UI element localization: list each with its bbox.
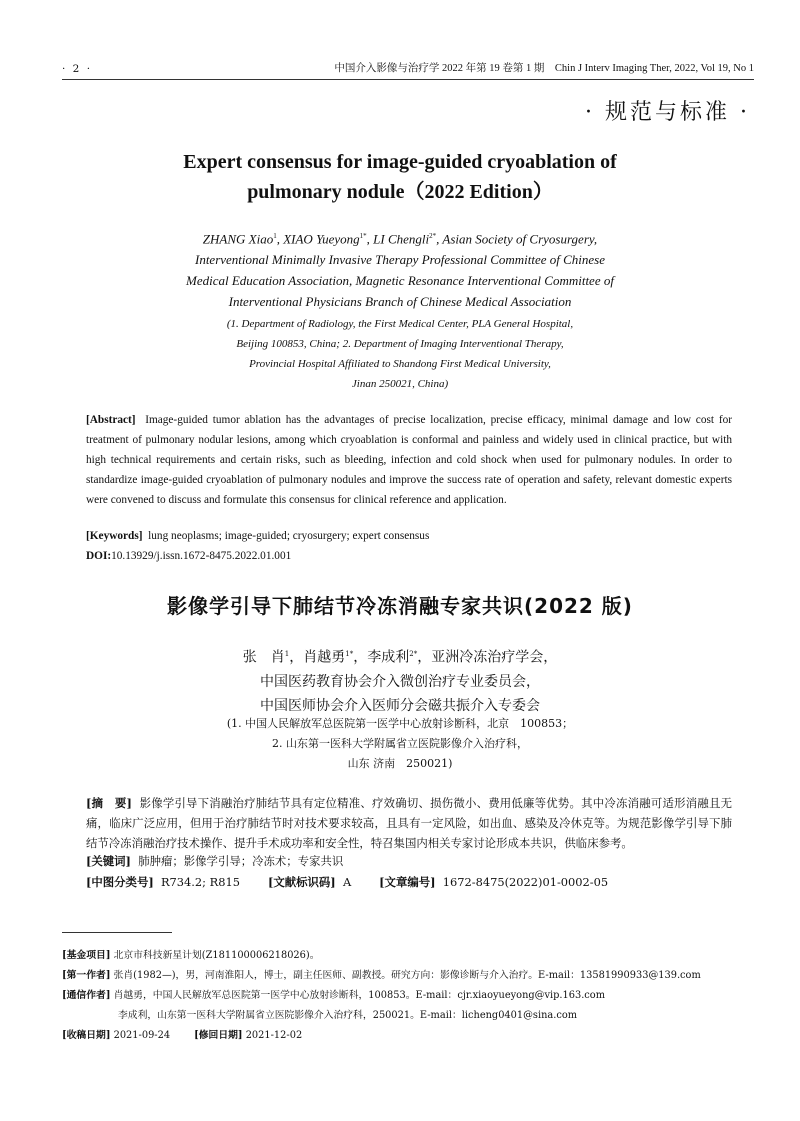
received-value: 2021-09-24 bbox=[113, 1030, 171, 1041]
footnotes bbox=[62, 946, 752, 1046]
article-number bbox=[379, 874, 608, 890]
footnote-first-author bbox=[62, 966, 752, 986]
english-title-line-2: pulmonary nodule（2022 Edition） bbox=[247, 181, 553, 203]
column-tag: · 规范与标准 · bbox=[585, 100, 750, 125]
corresponding-label: [通信作者] bbox=[62, 990, 111, 1001]
fund-text: 北京市科技新星计划(Z181100006218026)。 bbox=[113, 950, 320, 961]
english-affiliations bbox=[0, 314, 800, 394]
doi bbox=[86, 550, 291, 562]
english-affil-line-2: Beijing 100853, China; 2. Department of Imaging Interventional Therapy, bbox=[236, 338, 564, 350]
english-title bbox=[0, 147, 800, 207]
english-authors-line-4: Interventional Physicians Branch of Chinese Medical Association bbox=[228, 294, 572, 310]
keywords-text: lung neoplasms; image-guided; cryosurgery; expert consensus bbox=[148, 530, 430, 542]
english-authors-line-2: Interventional Minimally Invasive Therapy Professional Committee of Chinese bbox=[194, 252, 606, 268]
running-header bbox=[62, 57, 754, 80]
english-authors-line-3: Medical Education Association, Magnetic Resonance Interventional Committee of bbox=[186, 273, 614, 289]
author-society-cn: ，亚洲冷冻治疗学会， bbox=[417, 649, 558, 666]
abstract-label: [Abstract] bbox=[86, 414, 136, 426]
chinese-abstract bbox=[86, 793, 732, 853]
affil-marker: 1* bbox=[359, 232, 367, 240]
footnote-dates bbox=[62, 1026, 752, 1046]
revised-label: [修回日期] bbox=[194, 1030, 243, 1041]
author-society: , Asian Society of Cryosurgery, bbox=[436, 231, 598, 247]
received-date bbox=[62, 1026, 170, 1046]
fund-label: [基金项目] bbox=[62, 950, 111, 961]
document-id-value: A bbox=[342, 875, 352, 889]
author-xiao-cn: ，肖越勇 bbox=[289, 649, 346, 666]
class-code bbox=[86, 874, 240, 890]
doi-label: DOI: bbox=[86, 550, 112, 562]
chinese-affil-line-3: 山东 济南 250021) bbox=[347, 757, 453, 770]
cn-abstract-text: 影像学引导下消融治疗肺结节具有定位精准、疗效确切、损伤微小、费用低廉等优势。其中冷冻消融可适形消融且无痛，临床广泛应用，但用于治疗肺结节时对技术要求较高，且具有一定风险，如出血、感染及冷休克等。为规范影像学引导下肺结节冷冻消融治疗技术操作、提升手术成功率和安全性，特召集国内相关专家讨论形成本共识，供临床参考。 bbox=[86, 796, 732, 850]
english-abstract bbox=[86, 410, 732, 510]
english-affil-line-4: Jinan 250021, China) bbox=[351, 378, 449, 390]
affil-marker: 1 bbox=[284, 650, 290, 658]
article-number-label: [文章编号] bbox=[379, 875, 436, 889]
chinese-authors-line-2: 中国医药教育协会介入微创治疗专业委员会， bbox=[260, 673, 540, 690]
author-xiao: , XIAO Yueyong bbox=[276, 231, 360, 247]
chinese-authors-line-3: 中国医师协会介入医师分会磁共振介入专委会 bbox=[260, 697, 540, 714]
affil-marker: 1 bbox=[273, 232, 277, 240]
first-author-label: [第一作者] bbox=[62, 970, 111, 981]
page-number: · 2 · bbox=[62, 63, 93, 75]
affil-marker: 2* bbox=[409, 650, 418, 658]
class-code-value: R734.2; R815 bbox=[160, 875, 240, 889]
author-li: , LI Chengli bbox=[366, 231, 430, 247]
english-keywords bbox=[86, 530, 429, 542]
footnote-corresponding bbox=[62, 986, 752, 1006]
author-zhang: ZHANG Xiao bbox=[202, 231, 274, 247]
chinese-authors bbox=[0, 642, 800, 718]
received-label: [收稿日期] bbox=[62, 1030, 111, 1041]
affil-marker: 2* bbox=[429, 232, 437, 240]
document-id-label: [文献标识码] bbox=[267, 875, 336, 889]
document-id bbox=[268, 874, 351, 890]
article-number-value: 1672-8475(2022)01-0002-05 bbox=[442, 875, 609, 889]
chinese-affil-line-2: 2. 山东第一医科大学附属省立医院影像介入治疗科， bbox=[272, 737, 528, 750]
revised-value: 2021-12-02 bbox=[245, 1030, 303, 1041]
affil-marker: 1* bbox=[345, 650, 354, 658]
class-code-label: [中图分类号] bbox=[86, 875, 154, 889]
english-authors bbox=[0, 226, 800, 312]
author-zhang-cn: 张 肖 bbox=[242, 649, 285, 666]
cn-keywords-label: [关键词] bbox=[86, 854, 131, 868]
cn-abstract-label: [摘 要] bbox=[86, 796, 132, 810]
chinese-affil-line-1: (1. 中国人民解放军总医院第一医学中心放射诊断科，北京 100853； bbox=[226, 717, 574, 730]
english-affil-line-1: (1. Department of Radiology, the First Medical Center, PLA General Hospital, bbox=[226, 318, 574, 330]
chinese-keywords bbox=[86, 853, 343, 869]
footnote-divider bbox=[62, 932, 172, 933]
classification-row bbox=[86, 874, 608, 890]
abstract-text: Image-guided tumor ablation has the advantages of precise localization, precise efficacy, minimal damage and low cost for treatment of pulmonary nodular lesions, among which cryoablation is conformal and painless and widely used in clinical practice, but with high technical requirements and certain risks, such as bleeding, infection and cold shock when used for pulmonary nodules. In order to standardize image-guided cryoablation of pulmonary nodules and improve the success rate of operation and safety, relevant domestic experts were convened to discuss and formulate this consensus for clinical reference and application. bbox=[86, 414, 732, 506]
cn-keywords-text: 肺肿瘤；影像学引导；冷冻术；专家共识 bbox=[138, 854, 344, 868]
english-affil-line-3: Provincial Hospital Affiliated to Shandong First Medical University, bbox=[249, 358, 551, 370]
footnote-corresponding-2 bbox=[62, 1006, 752, 1026]
english-title-line-1: Expert consensus for image-guided cryoablation of bbox=[183, 151, 617, 173]
journal-citation: 中国介入影像与治疗学 2022 年第 19 卷第 1 期 Chin J Interv Imaging Ther, 2022, Vol 19, No 1 bbox=[334, 63, 754, 74]
keywords-label: [Keywords] bbox=[86, 530, 143, 542]
chinese-authors-line-1 bbox=[0, 642, 800, 670]
corresponding-text-2: 李成利，山东第一医科大学附属省立医院影像介入治疗科，250021。E-mail：licheng0401@sina.com bbox=[118, 1010, 578, 1021]
author-li-cn: ，李成利 bbox=[353, 649, 410, 666]
first-author-text: 张肖(1982—)，男，河南淮阳人，博士，副主任医师、副教授。研究方向：影像诊断与介入治疗。E-mail：13581990933@139.com bbox=[113, 970, 701, 981]
english-authors-line-1 bbox=[0, 226, 800, 249]
chinese-title: 影像学引导下肺结节冷冻消融专家共识(2022 版) bbox=[167, 594, 633, 618]
footnote-fund bbox=[62, 946, 752, 966]
chinese-affiliations bbox=[0, 714, 800, 774]
doi-value: 10.13929/j.issn.1672-8475.2022.01.001 bbox=[111, 550, 292, 562]
corresponding-text-1: 肖越勇，中国人民解放军总医院第一医学中心放射诊断科，100853。E-mail：cjr.xiaoyueyong@vip.163.com bbox=[113, 990, 605, 1001]
revised-date bbox=[194, 1026, 302, 1046]
